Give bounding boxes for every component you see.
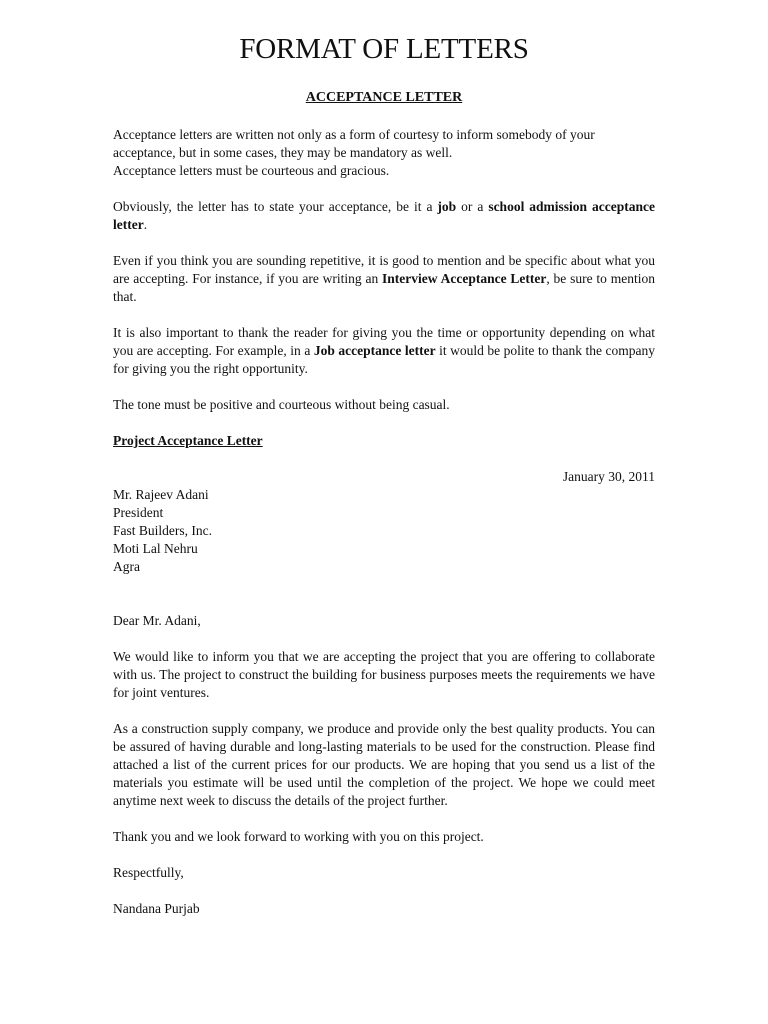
- intro-paragraph-1: Acceptance letters are written not only as a form of courtesy to inform somebody of your acceptance, but in some cases, they may be mandatory as well.: [113, 127, 595, 160]
- intro-paragraph-3: [113, 252, 655, 306]
- letter-paragraph-2: As a construction supply company, we produce and provide only the best quality products. You can be assured of having durable and long-lasting materials to be used for the construction. Please find attached a list of the current prices for our products. We are hoping that you send us a list of the materials you estimate will be used until the completion of the project. We hope we could meet anytime next week to discuss the details of the project further.: [113, 721, 655, 808]
- document-body: [113, 126, 655, 918]
- bold-term-interview: Interview Acceptance Letter: [382, 271, 547, 286]
- text-run: Obviously, the letter has to state your acceptance, be it a: [113, 199, 438, 214]
- text-run: or a: [456, 199, 489, 214]
- address-line: Mr. Rajeev Adani: [113, 487, 209, 502]
- section-title: ACCEPTANCE LETTER: [305, 90, 463, 105]
- intro-paragraph-1b: Acceptance letters must be courteous and gracious.: [113, 163, 390, 178]
- letter-date: January 30, 2011: [562, 469, 655, 484]
- address-line: President: [113, 505, 164, 520]
- address-line: Agra: [113, 559, 140, 574]
- letter-paragraph-1: We would like to inform you that we are accepting the project that you are offering to collaborate with us. The project to construct the building for business purposes meets the requirements we have for joint ventures.: [113, 649, 655, 700]
- intro-paragraph-2: [113, 198, 655, 234]
- text-run: It is also important to thank the reader for giving you the time or opportunity depending on what you are accepting. For example, in a: [113, 325, 655, 358]
- address-line: Moti Lal Nehru: [113, 541, 198, 556]
- text-run: Even if you think you are sounding repetitive, it is good to mention and be specific about what you are accepting. For instance, if you are writing an: [113, 253, 655, 286]
- text-run: .: [143, 217, 148, 232]
- bold-term-school: school admission acceptance letter: [113, 199, 655, 232]
- signature: Nandana Purjab: [113, 901, 200, 916]
- bold-term-job: job: [437, 199, 457, 214]
- intro-paragraph-5: The tone must be positive and courteous without being casual.: [113, 397, 450, 412]
- text-run: it would be polite to thank the company for giving you the right opportunity.: [113, 343, 655, 376]
- bold-term-job-acceptance: Job acceptance letter: [313, 343, 436, 358]
- salutation: Dear Mr. Adani,: [113, 613, 201, 628]
- document-title: FORMAT OF LETTERS: [239, 33, 529, 65]
- letter-paragraph-3: Thank you and we look forward to working with you on this project.: [113, 829, 484, 844]
- closing: Respectfully,: [113, 865, 184, 880]
- address-line: Fast Builders, Inc.: [113, 523, 212, 538]
- intro-paragraph-4: [113, 324, 655, 378]
- sample-heading: Project Acceptance Letter: [113, 433, 263, 448]
- text-run: , be sure to mention that.: [113, 271, 655, 304]
